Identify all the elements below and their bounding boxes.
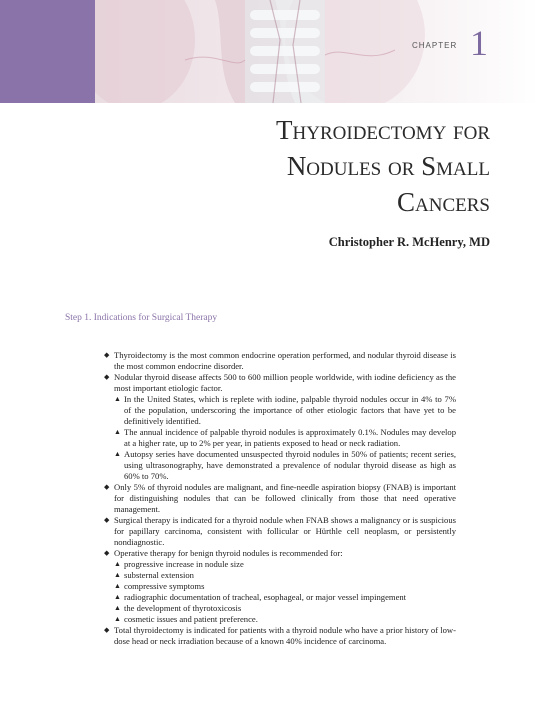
triangle-bullet-icon: ▲ [114, 593, 121, 601]
chapter-number: 1 [470, 23, 488, 63]
list-item: ◆ Only 5% of thyroid nodules are malignant, and fine-needle aspiration biopsy (FNAB) is important for distinguishing nodules that can be followed clinically from those that need operative management. [104, 482, 456, 514]
sub-list-item: ▲ radiographic documentation of tracheal, esophageal, or major vessel impingement [114, 592, 407, 602]
sub-list-item: ▲ the development of thyrotoxicosis [114, 603, 242, 613]
triangle-bullet-icon: ▲ [114, 395, 121, 403]
bullet-icon: ◆ [104, 516, 110, 524]
list-item: ◆ Total thyroidectomy is indicated for patients with a thyroid nodule who have a prior history of low-dose head or neck irradiation because of a known 40% incidence of carcinoma. [104, 625, 456, 646]
bullet-icon: ◆ [104, 373, 110, 381]
bullet-icon: ◆ [104, 351, 110, 359]
triangle-bullet-icon: ▲ [114, 560, 121, 568]
triangle-bullet-icon: ▲ [114, 571, 121, 579]
list-item: ◆ Thyroidectomy is the most common endocrine operation performed, and nodular thyroid disease is the most common endocrine disorder. [104, 350, 456, 371]
sub-list-item: ▲ progressive increase in nodule size [114, 559, 244, 569]
triangle-bullet-icon: ▲ [114, 428, 121, 436]
sub-list-item: ▲ Autopsy series have documented unsuspected thyroid nodules in 50% of patients; recent series, using ultrasonography, have demonstrated a prevalence of nodular thyroid disease as high as 60% to 70%. [114, 449, 456, 481]
author-name: Christopher R. McHenry, MD [328, 235, 490, 249]
triangle-bullet-icon: ▲ [114, 604, 121, 612]
title-line-3: Cancers [397, 187, 490, 217]
chapter-color-block [0, 0, 95, 103]
sub-list-item: ▲ cosmetic issues and patient preference. [114, 614, 258, 624]
triangle-bullet-icon: ▲ [114, 582, 121, 590]
list-item: ◆ Operative therapy for benign thyroid nodules is recommended for: ▲ progressive increase in nodule size ▲ substernal extension ▲ compressive symptoms ▲ radiographic documentation of tracheal, esophageal, or major vessel impingement ▲ the development of thyrotoxicosis ▲ cosmetic issues and patient preference. [104, 548, 456, 625]
sub-bullet-list [114, 559, 456, 625]
body-content [104, 350, 456, 647]
triangle-bullet-icon: ▲ [114, 615, 121, 623]
sub-list-item: ▲ substernal extension [114, 570, 194, 580]
sub-bullet-list [114, 394, 456, 482]
step-heading: Step 1. Indications for Surgical Therapy [65, 313, 218, 323]
chapter-label: CHAPTER [412, 41, 458, 50]
chapter-title [190, 112, 490, 220]
sub-list-item: ▲ In the United States, which is replete with iodine, palpable thyroid nodules occur in 4% to 7% of the population, underscoring the importance of other etiologic factors that have yet to be definitively identified. [114, 394, 456, 426]
bullet-icon: ◆ [104, 483, 110, 491]
sub-list-item: ▲ compressive symptoms [114, 581, 205, 591]
title-line-2: Nodules or Small [286, 151, 490, 181]
bullet-list [104, 350, 456, 647]
triangle-bullet-icon: ▲ [114, 450, 121, 458]
bullet-icon: ◆ [104, 549, 110, 557]
sub-list-item: ▲ The annual incidence of palpable thyroid nodules is approximately 0.1%. Nodules may develop at a higher rate, up to 2% per year, in patients exposed to head or neck radiation. [114, 427, 456, 448]
title-line-1: Thyroidectomy for [276, 115, 490, 145]
list-item: ◆ Nodular thyroid disease affects 500 to 600 million people worldwide, with iodine deficiency as the most important etiologic factor. ▲ In the United States, which is replete with iodine, palpable thyroid nodules occur in 4% to 7% of the population, underscoring the importance of other etiologic factors that have yet to be definitively identified. ▲ The annual incidence of palpable thyroid nodules is approximately 0.1%. Nodules may develop at a higher rate, up to 2% per year, in patients exposed to head or neck radiation. ▲ Autopsy series have documented unsuspected thyroid nodules in 50% of patients; recent series, using ultrasonography, have demonstrated a prevalence of nodular thyroid disease as high as 60% to 70%. [104, 372, 456, 481]
bullet-icon: ◆ [104, 626, 110, 634]
list-item: ◆ Surgical therapy is indicated for a thyroid nodule when FNAB shows a malignancy or is suspicious for papillary carcinoma, consistent with follicular or Hürthle cell neoplasm, or persistently nondiagnostic. [104, 515, 456, 547]
